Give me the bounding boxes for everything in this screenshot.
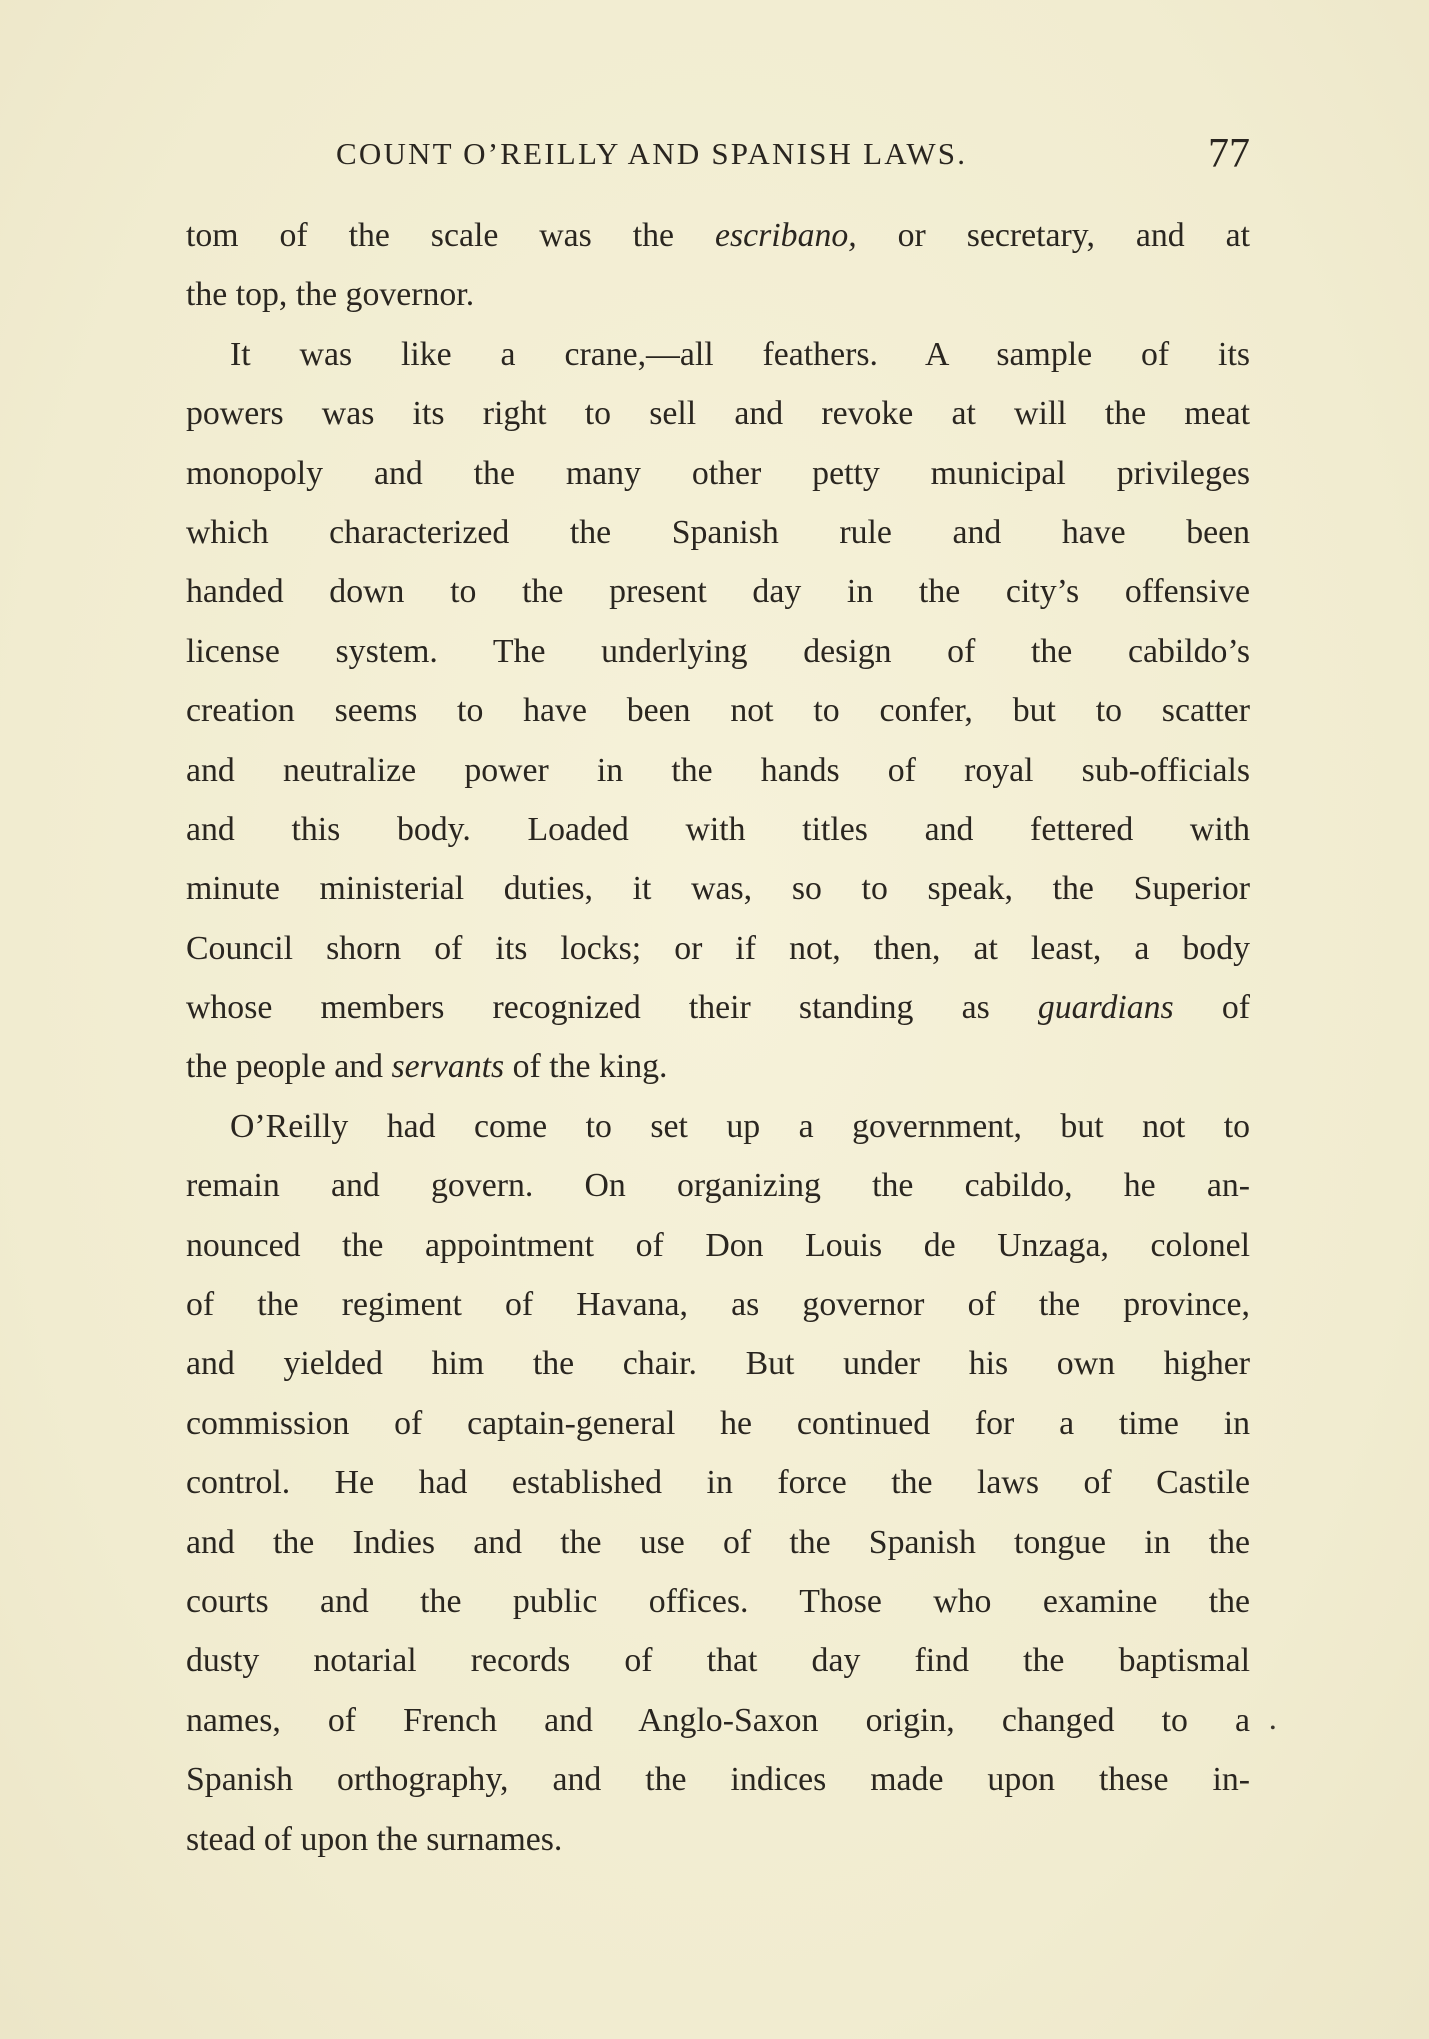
text-line — [186, 1097, 1250, 1156]
text-line — [186, 1275, 1250, 1334]
text-line — [186, 325, 1250, 384]
text-segment: of the king. — [504, 1048, 668, 1086]
text-line — [186, 978, 1250, 1037]
text-line — [186, 384, 1250, 443]
text-line — [186, 800, 1250, 859]
text-line — [186, 1810, 1250, 1869]
text-segment: license system. The underlying design of the cabildo’s — [186, 632, 1250, 670]
text-line — [186, 503, 1250, 562]
text-segment: powers was its right to sell and revoke at will the meat — [186, 395, 1250, 433]
text-segment: nounced the appointment of Don Louis de Unzaga, colonel — [186, 1226, 1250, 1264]
text-segment: commission of captain-general he continued for a time in — [186, 1404, 1250, 1442]
text-segment: Council shorn of its locks; or if not, then, at least, a body — [186, 929, 1250, 967]
text-segment: of — [1173, 989, 1250, 1027]
text-line — [186, 1216, 1250, 1275]
text-line — [186, 1691, 1250, 1750]
text-segment: O’Reilly had come to set up a government, but not to — [230, 1107, 1250, 1145]
text-segment: and yielded him the chair. But under his own higher — [186, 1345, 1250, 1383]
text-segment: remain and govern. On organizing the cabildo, he an- — [186, 1167, 1250, 1205]
text-line — [186, 206, 1250, 265]
text-line — [186, 1750, 1250, 1809]
italic-text: escribano, — [714, 217, 857, 254]
text-line — [186, 265, 1250, 324]
text-line — [186, 681, 1250, 740]
text-line — [186, 1037, 1250, 1096]
text-line — [186, 919, 1250, 978]
text-segment: minute ministerial duties, it was, so to speak, the Superior — [186, 870, 1250, 908]
text-segment: and this body. Loaded with titles and fettered with — [186, 810, 1250, 848]
text-segment: of the regiment of Havana, as governor of the province, — [186, 1286, 1250, 1324]
text-segment: dusty notarial records of that day find the baptismal — [186, 1642, 1250, 1680]
text-segment: handed down to the present day in the city’s offensive — [186, 573, 1250, 611]
text-segment: the top, the governor. — [186, 276, 475, 314]
text-segment: and the Indies and the use of the Spanish tongue in the — [186, 1523, 1250, 1561]
text-line — [186, 1334, 1250, 1393]
text-line — [186, 1394, 1250, 1453]
text-line — [186, 444, 1250, 503]
text-line — [186, 859, 1250, 918]
text-segment: control. He had established in force the laws of Castile — [186, 1464, 1250, 1502]
text-segment: the people and — [186, 1048, 392, 1086]
text-segment: or secretary, and at — [856, 217, 1250, 254]
text-segment: Spanish orthography, and the indices made upon these in- — [186, 1761, 1250, 1799]
text-segment: monopoly and the many other petty municipal privileges — [186, 454, 1250, 492]
running-head — [186, 132, 1250, 180]
text-segment: names, of French and Anglo-Saxon origin, changed to a — [186, 1701, 1250, 1739]
page-number: 77 — [1208, 131, 1250, 177]
text-line — [186, 1156, 1250, 1215]
text-line — [186, 741, 1250, 800]
text-segment: courts and the public offices. Those who examine the — [186, 1582, 1250, 1620]
text-line — [186, 1453, 1250, 1512]
text-line — [186, 1513, 1250, 1572]
italic-text: servants — [391, 1048, 505, 1086]
text-line — [186, 1631, 1250, 1690]
text-segment: It was like a crane,—all feathers. A sample of its — [230, 335, 1250, 373]
text-segment: which characterized the Spanish rule and have been — [186, 513, 1250, 551]
text-segment: stead of upon the surnames. — [186, 1820, 563, 1858]
text-segment: whose members recognized their standing as — [186, 989, 1038, 1027]
text-segment: and neutralize power in the hands of royal sub-officials — [186, 751, 1250, 789]
text-segment: tom of the scale was the — [186, 217, 715, 254]
running-title: COUNT O’REILLY AND SPANISH LAWS. — [336, 136, 968, 171]
text-line — [186, 1572, 1250, 1631]
text-line — [186, 562, 1250, 621]
text-line — [186, 622, 1250, 681]
text-segment: creation seems to have been not to confer, but to scatter — [186, 692, 1250, 730]
italic-text: guardians — [1037, 989, 1174, 1027]
body-text — [186, 206, 1250, 1869]
margin-dot: • — [1270, 1720, 1276, 1737]
